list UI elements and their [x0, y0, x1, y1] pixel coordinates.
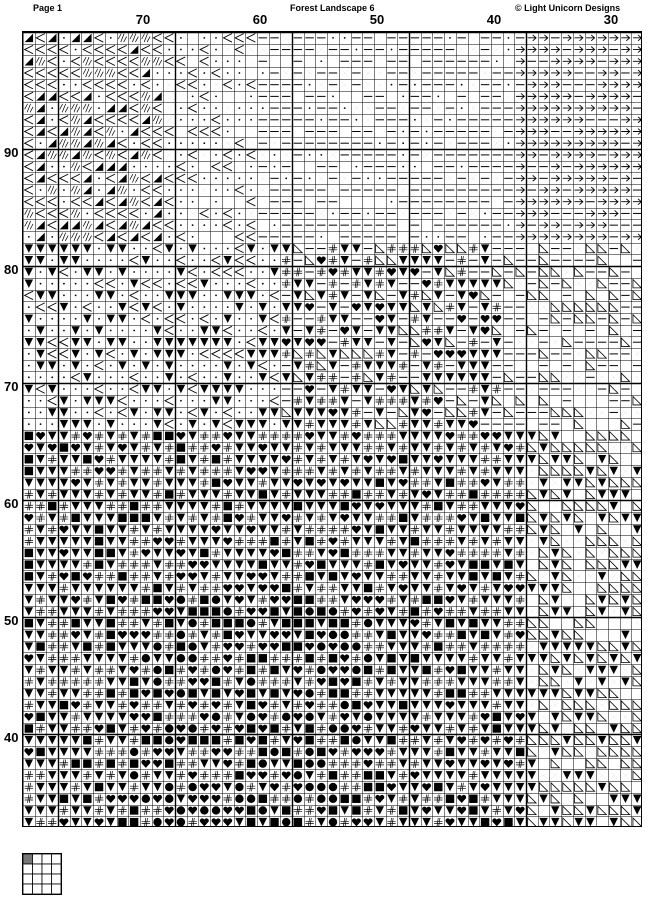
column-number-70: 70 [135, 12, 151, 27]
row-number-40: 40 [4, 730, 19, 745]
page-map-cell [52, 874, 62, 884]
page-map-cell [42, 874, 52, 884]
column-number-30: 30 [603, 12, 619, 27]
column-number-50: 50 [369, 12, 385, 27]
page-map-current-cell [23, 854, 33, 864]
copyright-notice: © Light Unicorn Designs [515, 3, 621, 13]
page-map-cell [52, 864, 62, 874]
page-map-cell [33, 874, 43, 884]
row-number-80: 80 [4, 262, 19, 277]
grid-lines [23, 32, 642, 827]
row-number-50: 50 [4, 613, 19, 628]
row-number-90: 90 [4, 145, 19, 160]
page-map-cell [23, 884, 33, 894]
stitch-symbols [24, 34, 641, 827]
page-map [22, 853, 62, 895]
row-number-70: 70 [4, 379, 19, 394]
pattern-grid-canvas [23, 32, 642, 827]
chart-title: Forest Landscape 6 [290, 3, 375, 13]
page-map-cell [23, 874, 33, 884]
page-map-cell [52, 884, 62, 894]
page-map-cell [33, 854, 43, 864]
pattern-grid[interactable] [22, 31, 642, 827]
page-map-canvas [23, 854, 61, 894]
page-map-cell [23, 864, 33, 874]
page-map-cell [42, 884, 52, 894]
page-map-cell [42, 864, 52, 874]
column-number-40: 40 [486, 12, 502, 27]
page-map-cell [52, 854, 62, 864]
row-number-60: 60 [4, 496, 19, 511]
page-map-cell [33, 884, 43, 894]
page-label: Page 1 [33, 3, 63, 13]
column-number-60: 60 [252, 12, 268, 27]
page-map-cell [33, 864, 43, 874]
page-map-cell [42, 854, 52, 864]
